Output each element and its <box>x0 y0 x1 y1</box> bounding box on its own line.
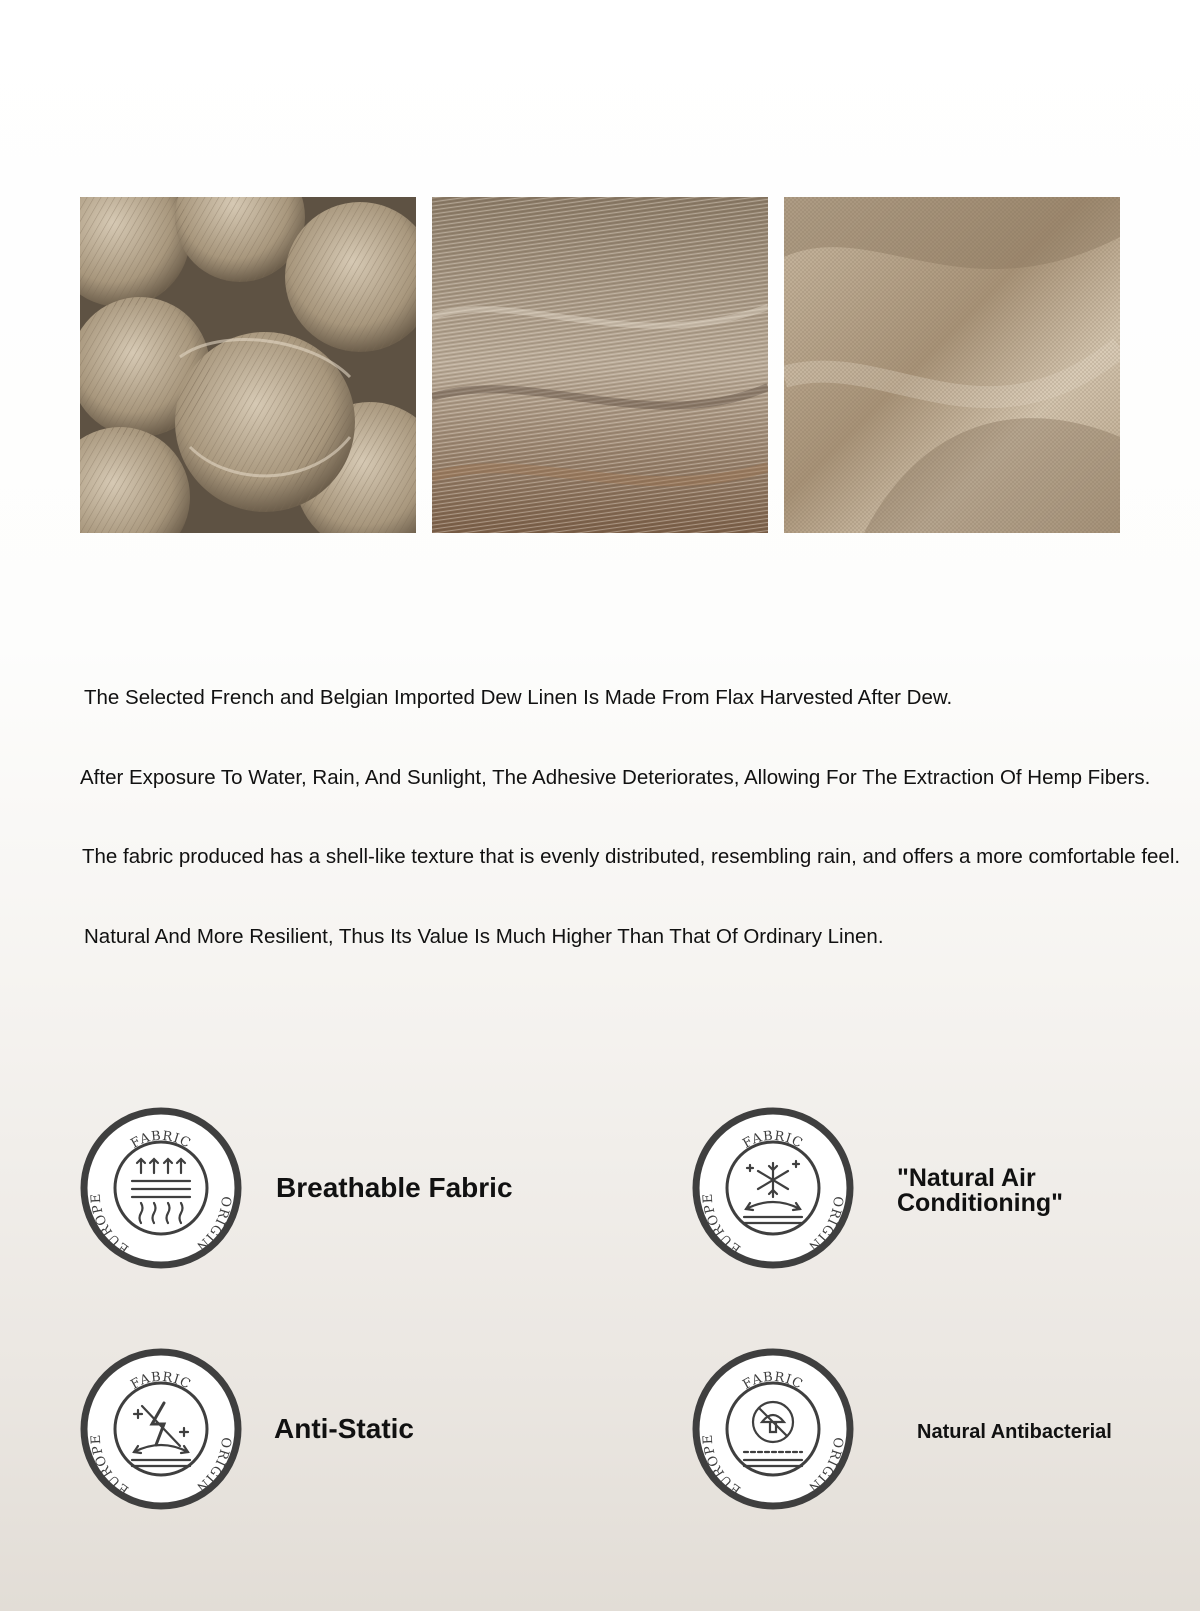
description-line-3: The fabric produced has a shell-like texture that is evenly distributed, resembling rain, and offers a more comfortable feel. <box>82 845 1181 868</box>
badge-text-left: EUROPE <box>700 1433 744 1498</box>
badge-text-left: EUROPE <box>700 1192 744 1257</box>
anti-static-label: Anti-Static <box>274 1413 414 1444</box>
flax-fibers-photo <box>432 197 768 533</box>
description-line-4: Natural And More Resilient, Thus Its Value Is Much Higher Than That Of Ordinary Linen. <box>84 925 884 948</box>
badge-text-top: FABRIC <box>128 1369 194 1393</box>
anti-static-badge-icon <box>80 1348 242 1510</box>
badge-text-top: FABRIC <box>128 1128 194 1152</box>
badge-text-top: FABRIC <box>740 1128 806 1152</box>
breathable-badge-icon <box>80 1107 242 1269</box>
badge-text-right: ORIGIN <box>192 1436 234 1496</box>
jute-twine-photo <box>80 197 416 533</box>
natural-air-conditioning-label: "Natural Air Conditioning" <box>897 1164 1063 1217</box>
air-conditioning-badge-icon <box>692 1107 854 1269</box>
badge-text-left: EUROPE <box>88 1433 132 1498</box>
description-line-2: After Exposure To Water, Rain, And Sunlight, The Adhesive Deteriorates, Allowing For The Extraction Of Hemp Fibers. <box>80 766 1151 789</box>
antibacterial-badge-icon <box>692 1348 854 1510</box>
natural-antibacterial-label: Natural Antibacterial <box>917 1421 1112 1443</box>
description-line-1: The Selected French and Belgian Imported Dew Linen Is Made From Flax Harvested After Dew. <box>84 686 953 709</box>
linen-fabric-photo <box>784 197 1120 533</box>
badge-text-right: ORIGIN <box>804 1195 846 1255</box>
badge-text-top: FABRIC <box>740 1369 806 1393</box>
badge-text-right: ORIGIN <box>192 1195 234 1255</box>
badge-text-left: EUROPE <box>88 1192 132 1257</box>
badge-text-right: ORIGIN <box>804 1436 846 1496</box>
breathable-fabric-label: Breathable Fabric <box>276 1172 513 1203</box>
